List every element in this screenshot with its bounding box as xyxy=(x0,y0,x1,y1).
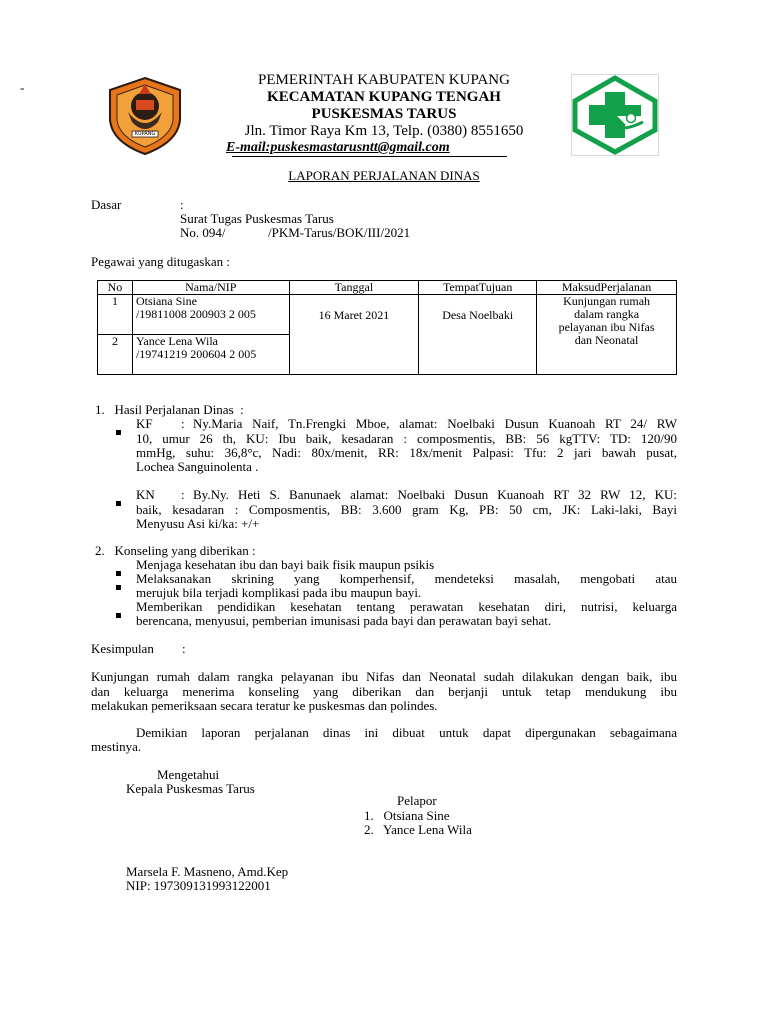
kupang-regency-seal-logo xyxy=(106,76,184,156)
kn-line: baik, kesadaran : Composmentis, BB: 3.600 gram Kg, PB: 50 cm, JK: Laki-laki, Bayi xyxy=(136,502,677,517)
pelapor-label: Pelapor xyxy=(397,793,437,808)
kf-line: Lochea Sanguinolenta . xyxy=(136,459,259,474)
konseling-item-cont: merujuk bila terjadi komplikasi pada ibu maupun bayi. xyxy=(136,585,422,600)
kn-colon: : xyxy=(181,487,185,502)
maksud-line: pelayanan ibu Nifas xyxy=(558,320,655,334)
kf-line: mmHg, suhu: 36,8°c, Nadi: 80x/menit, RR: 18x/menit Palpasi: Tfu: 2 jari bawah pusat, xyxy=(136,445,677,460)
seal-banner-text: KUPANG xyxy=(134,131,156,137)
puskesmas-logo xyxy=(571,74,659,156)
maksud-line: dan Neonatal xyxy=(574,333,639,347)
kesimpulan-line: Kunjungan rumah dalam rangka pelayanan ibu Nifas dan Neonatal sudah dilakukan dengan baik, ibu xyxy=(91,669,677,684)
page-mark: - xyxy=(20,80,25,95)
row-no: 1 xyxy=(98,295,133,335)
header-maksud-perjalanan: MaksudPerjalanan xyxy=(537,281,677,295)
document-title: LAPORAN PERJALANAN DINAS xyxy=(288,168,480,183)
bullet-icon xyxy=(116,422,121,440)
row-nip: /19741219 200604 2 005 xyxy=(135,347,257,361)
cell-tanggal xyxy=(289,295,419,375)
table-header-row xyxy=(98,281,677,295)
header-nama-nip: Nama/NIP xyxy=(132,281,289,295)
kesimpulan-line: melakukan pemeriksaan secara teratur ke puskesmas dan polindes. xyxy=(91,698,438,713)
bullet-icon xyxy=(116,605,121,623)
penutup-line: mestinya. xyxy=(91,739,142,754)
jabatan-label: Kepala Puskesmas Tarus xyxy=(126,781,255,796)
pelapor-name: 1. Otsiana Sine xyxy=(364,808,450,823)
cell-maksud xyxy=(537,295,677,375)
kesimpulan-label: Kesimpulan xyxy=(91,641,154,656)
maksud-line: dalam rangka xyxy=(574,307,640,321)
kf-label: KF xyxy=(136,416,153,431)
konseling-item-cont: berencana, menyusui, pemberian imunisasi pada bayi dan perawatan bayi sehat. xyxy=(136,613,552,628)
row-nama-nip xyxy=(132,295,289,335)
header-puskesmas: PUSKESMAS TARUS xyxy=(311,106,457,122)
header-email: E-mail:puskesmastarusntt@gmail.com xyxy=(226,140,450,155)
kf-first-line: Ny.Maria Naif, Tn.Frengki Mboe, alamat: Noelbaki Dusun Kuanoah RT 24/ RW xyxy=(193,416,677,431)
row-nama: Otsiana Sine xyxy=(135,294,197,308)
konseling-item: Melaksanakan skrining yang komperhensif, mendeteksi masalah, mengobati atau xyxy=(136,571,677,586)
kepala-name: Marsela F. Masneno, Amd.Kep xyxy=(126,864,289,879)
kn-first-line: By.Ny. Heti S. Banunaek alamat: Noelbaki Dusun Kuanoah RT 32 RW 12, KU: xyxy=(193,487,677,502)
header-district: KECAMATAN KUPANG TENGAH xyxy=(267,89,501,105)
tempat-value: Desa Noelbaki xyxy=(442,308,514,322)
kn-label: KN xyxy=(136,487,155,502)
dasar-number: No. 094/ xyxy=(180,225,226,240)
row-nip: /19811008 200903 2 005 xyxy=(135,307,256,321)
header-address: Jln. Timor Raya Km 13, Telp. (0380) 8551650 xyxy=(244,123,524,139)
bullet-icon xyxy=(116,493,121,511)
header-tempat-tujuan: TempatTujuan xyxy=(419,281,537,295)
cell-tempat-tujuan xyxy=(419,295,537,375)
pelapor-name: 2. Yance Lena Wila xyxy=(364,822,472,837)
kn-line: Menyusu Asi ki/ka: +/+ xyxy=(136,516,260,531)
kf-colon: : xyxy=(181,416,185,431)
konseling-item: Memberikan pendidikan kesehatan tentang perawatan kesehatan diri, nutrisi, keluarga xyxy=(136,599,677,614)
row-nama: Yance Lena Wila xyxy=(135,334,218,348)
maksud-line: Kunjungan rumah xyxy=(563,294,651,308)
dasar-label: Dasar xyxy=(91,197,122,212)
dasar-letter: Surat Tugas Puskesmas Tarus xyxy=(180,211,334,226)
header-no: No xyxy=(98,281,133,295)
tanggal-value: 16 Maret 2021 xyxy=(318,308,390,322)
kesimpulan-colon: : xyxy=(182,641,186,656)
kf-line: 10, umur 26 th, KU: Ibu baik, kesadaran : composmentis, BB: 56 kgTTV: TD: 120/90 xyxy=(136,431,677,446)
dasar-number-rest: /PKM-Tarus/BOK/III/2021 xyxy=(268,225,411,240)
penutup-line: Demikian laporan perjalanan dinas ini dibuat untuk dapat dipergunakan sebagaimana xyxy=(136,725,677,740)
row-no: 2 xyxy=(98,335,133,375)
kepala-nip: NIP: 197309131993122001 xyxy=(126,878,271,893)
pegawai-label: Pegawai yang ditugaskan : xyxy=(91,254,230,269)
konseling-item: Menjaga kesehatan ibu dan bayi baik fisik maupun psikis xyxy=(136,557,435,572)
mengetahui-label: Mengetahui xyxy=(157,767,220,782)
table-row xyxy=(98,295,677,335)
pegawai-table xyxy=(97,280,677,375)
header-government: PEMERINTAH KABUPATEN KUPANG xyxy=(258,72,510,88)
dasar-colon: : xyxy=(180,197,184,212)
header-tanggal: Tanggal xyxy=(289,281,419,295)
section-hasil-title: 1. Hasil Perjalanan Dinas : xyxy=(95,402,244,417)
header-rule xyxy=(232,156,507,157)
section-konseling-title: 2. Konseling yang diberikan : xyxy=(95,543,256,558)
bullet-icon xyxy=(116,577,121,595)
row-nama-nip xyxy=(132,335,289,375)
kesimpulan-line: dan keluarga menerima konseling yang diberikan dan berjanji untuk tetap mendukung ibu xyxy=(91,684,677,699)
